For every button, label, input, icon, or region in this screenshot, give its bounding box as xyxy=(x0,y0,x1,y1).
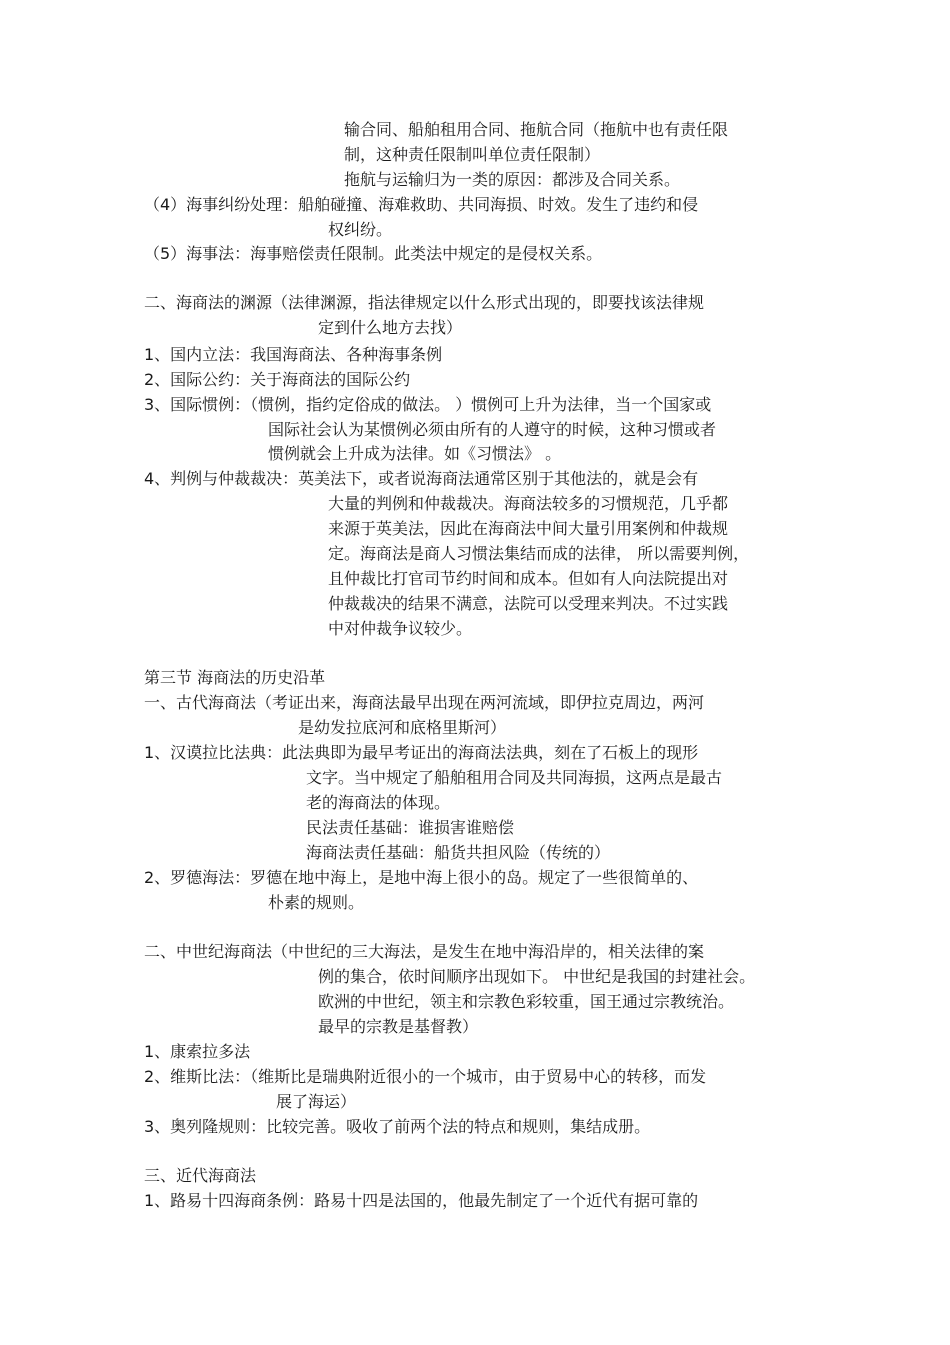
chapter-heading: 第三节 海商法的历史沿革 xyxy=(144,668,326,687)
text-line: 权纠纷。 xyxy=(328,220,393,239)
list-item: 3、奥列隆规则：比较完善。吸收了前两个法的特点和规则，集结成册。 xyxy=(144,1117,651,1136)
section-heading: 二、中世纪海商法（中世纪的三大海法，是发生在地中海沿岸的，相关法律的案 xyxy=(144,942,705,961)
section-heading: 二、海商法的渊源（法律渊源，指法律规定以什么形式出现的，即要找该法律规 xyxy=(144,293,705,312)
list-item: 2、国际公约：关于海商法的国际公约 xyxy=(144,370,411,389)
text-line: 朴素的规则。 xyxy=(268,893,365,912)
text-line: 定到什么地方去找） xyxy=(318,318,463,337)
text-line: 是幼发拉底河和底格里斯河） xyxy=(298,718,507,737)
text-line: 中对仲裁争议较少。 xyxy=(328,619,473,638)
text-line: 且仲裁比打官司节约时间和成本。但如有人向法院提出对 xyxy=(328,569,729,588)
text-line: 海商法责任基础：船货共担风险（传统的） xyxy=(306,843,611,862)
list-item: 3、国际惯例：（惯例，指约定俗成的做法。 ）惯例可上升为法律，当一个国家或 xyxy=(144,395,712,414)
text-line: 文字。当中规定了船舶租用合同及共同海损，这两点是最古 xyxy=(306,768,723,787)
text-line: 惯例就会上升成为法律。如《习惯法》 。 xyxy=(268,444,562,463)
text-line: 定。海商法是商人习惯法集结而成的法律， 所以需要判例， xyxy=(328,544,750,563)
list-item: 4、判例与仲裁裁决：英美法下，或者说海商法通常区别于其他法的，就是会有 xyxy=(144,469,699,488)
text-line: 制，这种责任限制叫单位责任限制） xyxy=(344,145,601,164)
list-item: 1、路易十四海商条例：路易十四是法国的，他最先制定了一个近代有据可靠的 xyxy=(144,1191,699,1210)
section-heading: 三、近代海商法 xyxy=(144,1166,257,1185)
text-line: （4）海事纠纷处理：船舶碰撞、海难救助、共同海损、时效。发生了违约和侵 xyxy=(144,195,699,214)
text-line: 来源于英美法，因此在海商法中间大量引用案例和仲裁规 xyxy=(328,519,729,538)
text-line: 国际社会认为某惯例必须由所有的人遵守的时候，这种习惯或者 xyxy=(268,420,717,439)
text-line: 民法责任基础：谁损害谁赔偿 xyxy=(306,818,515,837)
text-line: 拖航与运输归为一类的原因：都涉及合同关系。 xyxy=(344,170,681,189)
text-line: 大量的判例和仲裁裁决。海商法较多的习惯规范，几乎都 xyxy=(328,494,729,513)
section-heading: 一、古代海商法（考证出来，海商法最早出现在两河流域，即伊拉克周边，两河 xyxy=(144,693,705,712)
list-item: 1、康索拉多法 xyxy=(144,1042,251,1061)
text-line: 欧洲的中世纪，领主和宗教色彩较重，国王通过宗教统治。 xyxy=(318,992,735,1011)
text-line: 展了海运） xyxy=(276,1092,357,1111)
text-line: （5）海事法：海事赔偿责任限制。此类法中规定的是侵权关系。 xyxy=(144,244,603,263)
text-line: 输合同、船舶租用合同、拖航合同（拖航中也有责任限 xyxy=(344,120,729,139)
text-line: 例的集合，依时间顺序出现如下。 中世纪是我国的封建社会。 xyxy=(318,967,756,986)
text-line: 仲裁裁决的结果不满意，法院可以受理来判决。不过实践 xyxy=(328,594,729,613)
text-line: 最早的宗教是基督教） xyxy=(318,1017,479,1036)
list-item: 2、罗德海法：罗德在地中海上，是地中海上很小的岛。规定了一些很简单的、 xyxy=(144,868,699,887)
text-line: 老的海商法的体现。 xyxy=(306,793,451,812)
list-item: 2、维斯比法：（维斯比是瑞典附近很小的一个城市，由于贸易中心的转移，而发 xyxy=(144,1067,707,1086)
list-item: 1、国内立法：我国海商法、各种海事条例 xyxy=(144,345,443,364)
list-item: 1、汉谟拉比法典：此法典即为最早考证出的海商法法典，刻在了石板上的现形 xyxy=(144,743,699,762)
